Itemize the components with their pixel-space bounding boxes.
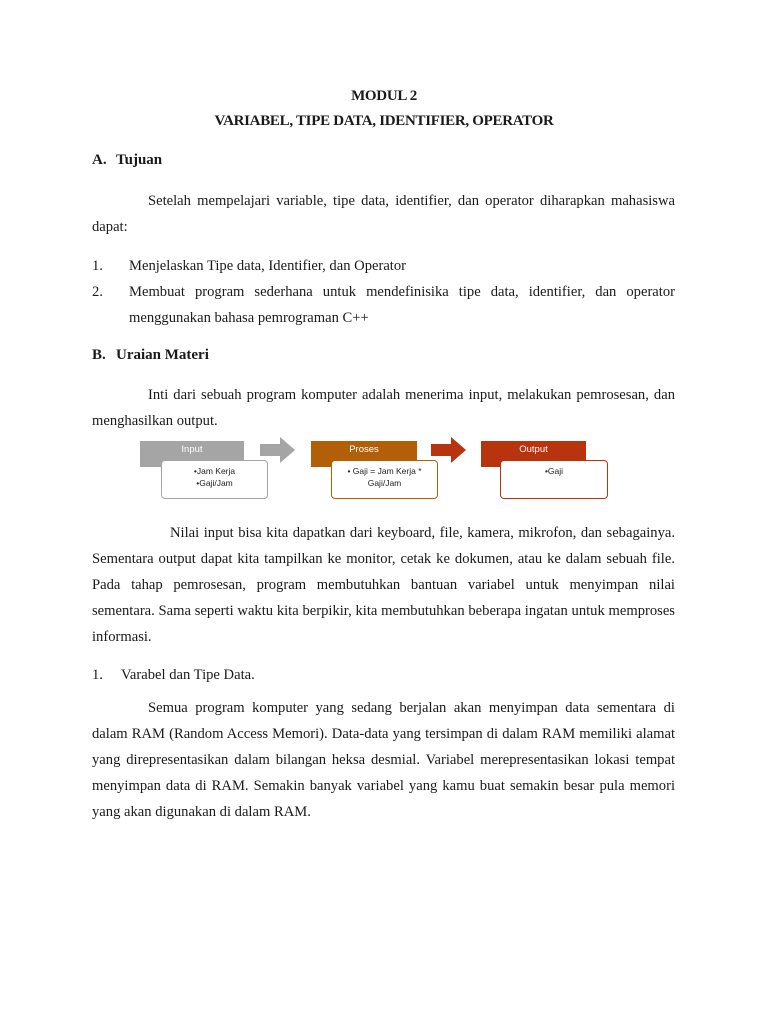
bullet-text: Gaji/Jam: [367, 478, 402, 488]
arrow-right-icon: [431, 437, 467, 463]
list-number: 2.: [92, 284, 103, 300]
tujuan-intro-text: Setelah mempelajari variable, tipe data, identifier, dan operator diharapkan mahasiswa dapat:: [92, 193, 675, 235]
list-number: 1.: [92, 258, 103, 274]
stage-header-output: Output: [481, 441, 586, 467]
bullet-text: •Gaji/Jam: [196, 478, 233, 488]
stage-header-proses: Proses: [311, 441, 417, 467]
uraian-intro-text: Inti dari sebuah program komputer adalah menerima input, melakukan pemrosesan, dan menghasilkan output.: [92, 387, 675, 429]
stage-body-output: [500, 460, 608, 499]
arrow-right-icon: [260, 437, 296, 463]
list-item: [92, 253, 675, 279]
module-number: MODUL 2: [351, 88, 417, 104]
variabel-paragraph: [92, 695, 675, 825]
subsection-title: Varabel dan Tipe Data.: [121, 667, 255, 683]
bullet-text: •Jam Kerja: [193, 466, 236, 476]
list-text: Membuat program sederhana untuk mendefinisika tipe data, identifier, dan operator menggunakan bahasa pemrograman C++: [129, 284, 675, 326]
section-heading-a: [92, 152, 162, 169]
list-item: [92, 279, 675, 331]
subsection-heading: [92, 662, 675, 688]
section-title: Tujuan: [116, 152, 163, 168]
input-output-text: Nilai input bisa kita dapatkan dari keyboard, file, kamera, mikrofon, dan sebagainya. Sementara output dapat kita tampilkan ke monitor, cetak ke dokumen, atau ke dalam sebuah file. Pada tahap pemrosesan, program membutuhkan bantuan variabel untuk menyimpan nilai sementara. Sama seperti waktu kita berpikir, kita membutuhkan beberapa ingatan untuk memproses informasi.: [92, 525, 675, 645]
stage-body-proses: [331, 460, 438, 499]
subsection-number: 1.: [92, 667, 103, 683]
stage-header-input: Input: [140, 441, 244, 467]
bullet-text: •Gaji: [544, 466, 564, 476]
section-heading-b: [92, 347, 209, 364]
section-letter: B.: [92, 347, 106, 363]
input-output-paragraph: [92, 520, 675, 650]
section-letter: A.: [92, 152, 107, 168]
section-title: Uraian Materi: [116, 347, 209, 363]
arrow-right-icon: [261, 446, 279, 456]
list-text: Menjelaskan Tipe data, Identifier, dan Operator: [129, 258, 407, 274]
module-title: VARIABEL, TIPE DATA, IDENTIFIER, OPERATOR: [214, 113, 554, 129]
tujuan-intro-paragraph: [92, 188, 675, 240]
variabel-text: Semua program komputer yang sedang berjalan akan menyimpan data sementara di dalam RAM (Random Access Memori). Data-data yang tersimpan di dalam RAM memiliki alamat yang direpresentasikan dalam bilangan heksa desmial. Variabel merepresentasikan lokasi tempat menyimpan data di RAM. Semakin banyak variabel yang kamu buat semakin besar pula memori yang akan digunakan di dalam RAM.: [92, 700, 675, 820]
uraian-intro-paragraph: [92, 382, 675, 434]
stage-body-input: [161, 460, 268, 499]
bullet-text: • Gaji = Jam Kerja *: [347, 466, 422, 476]
